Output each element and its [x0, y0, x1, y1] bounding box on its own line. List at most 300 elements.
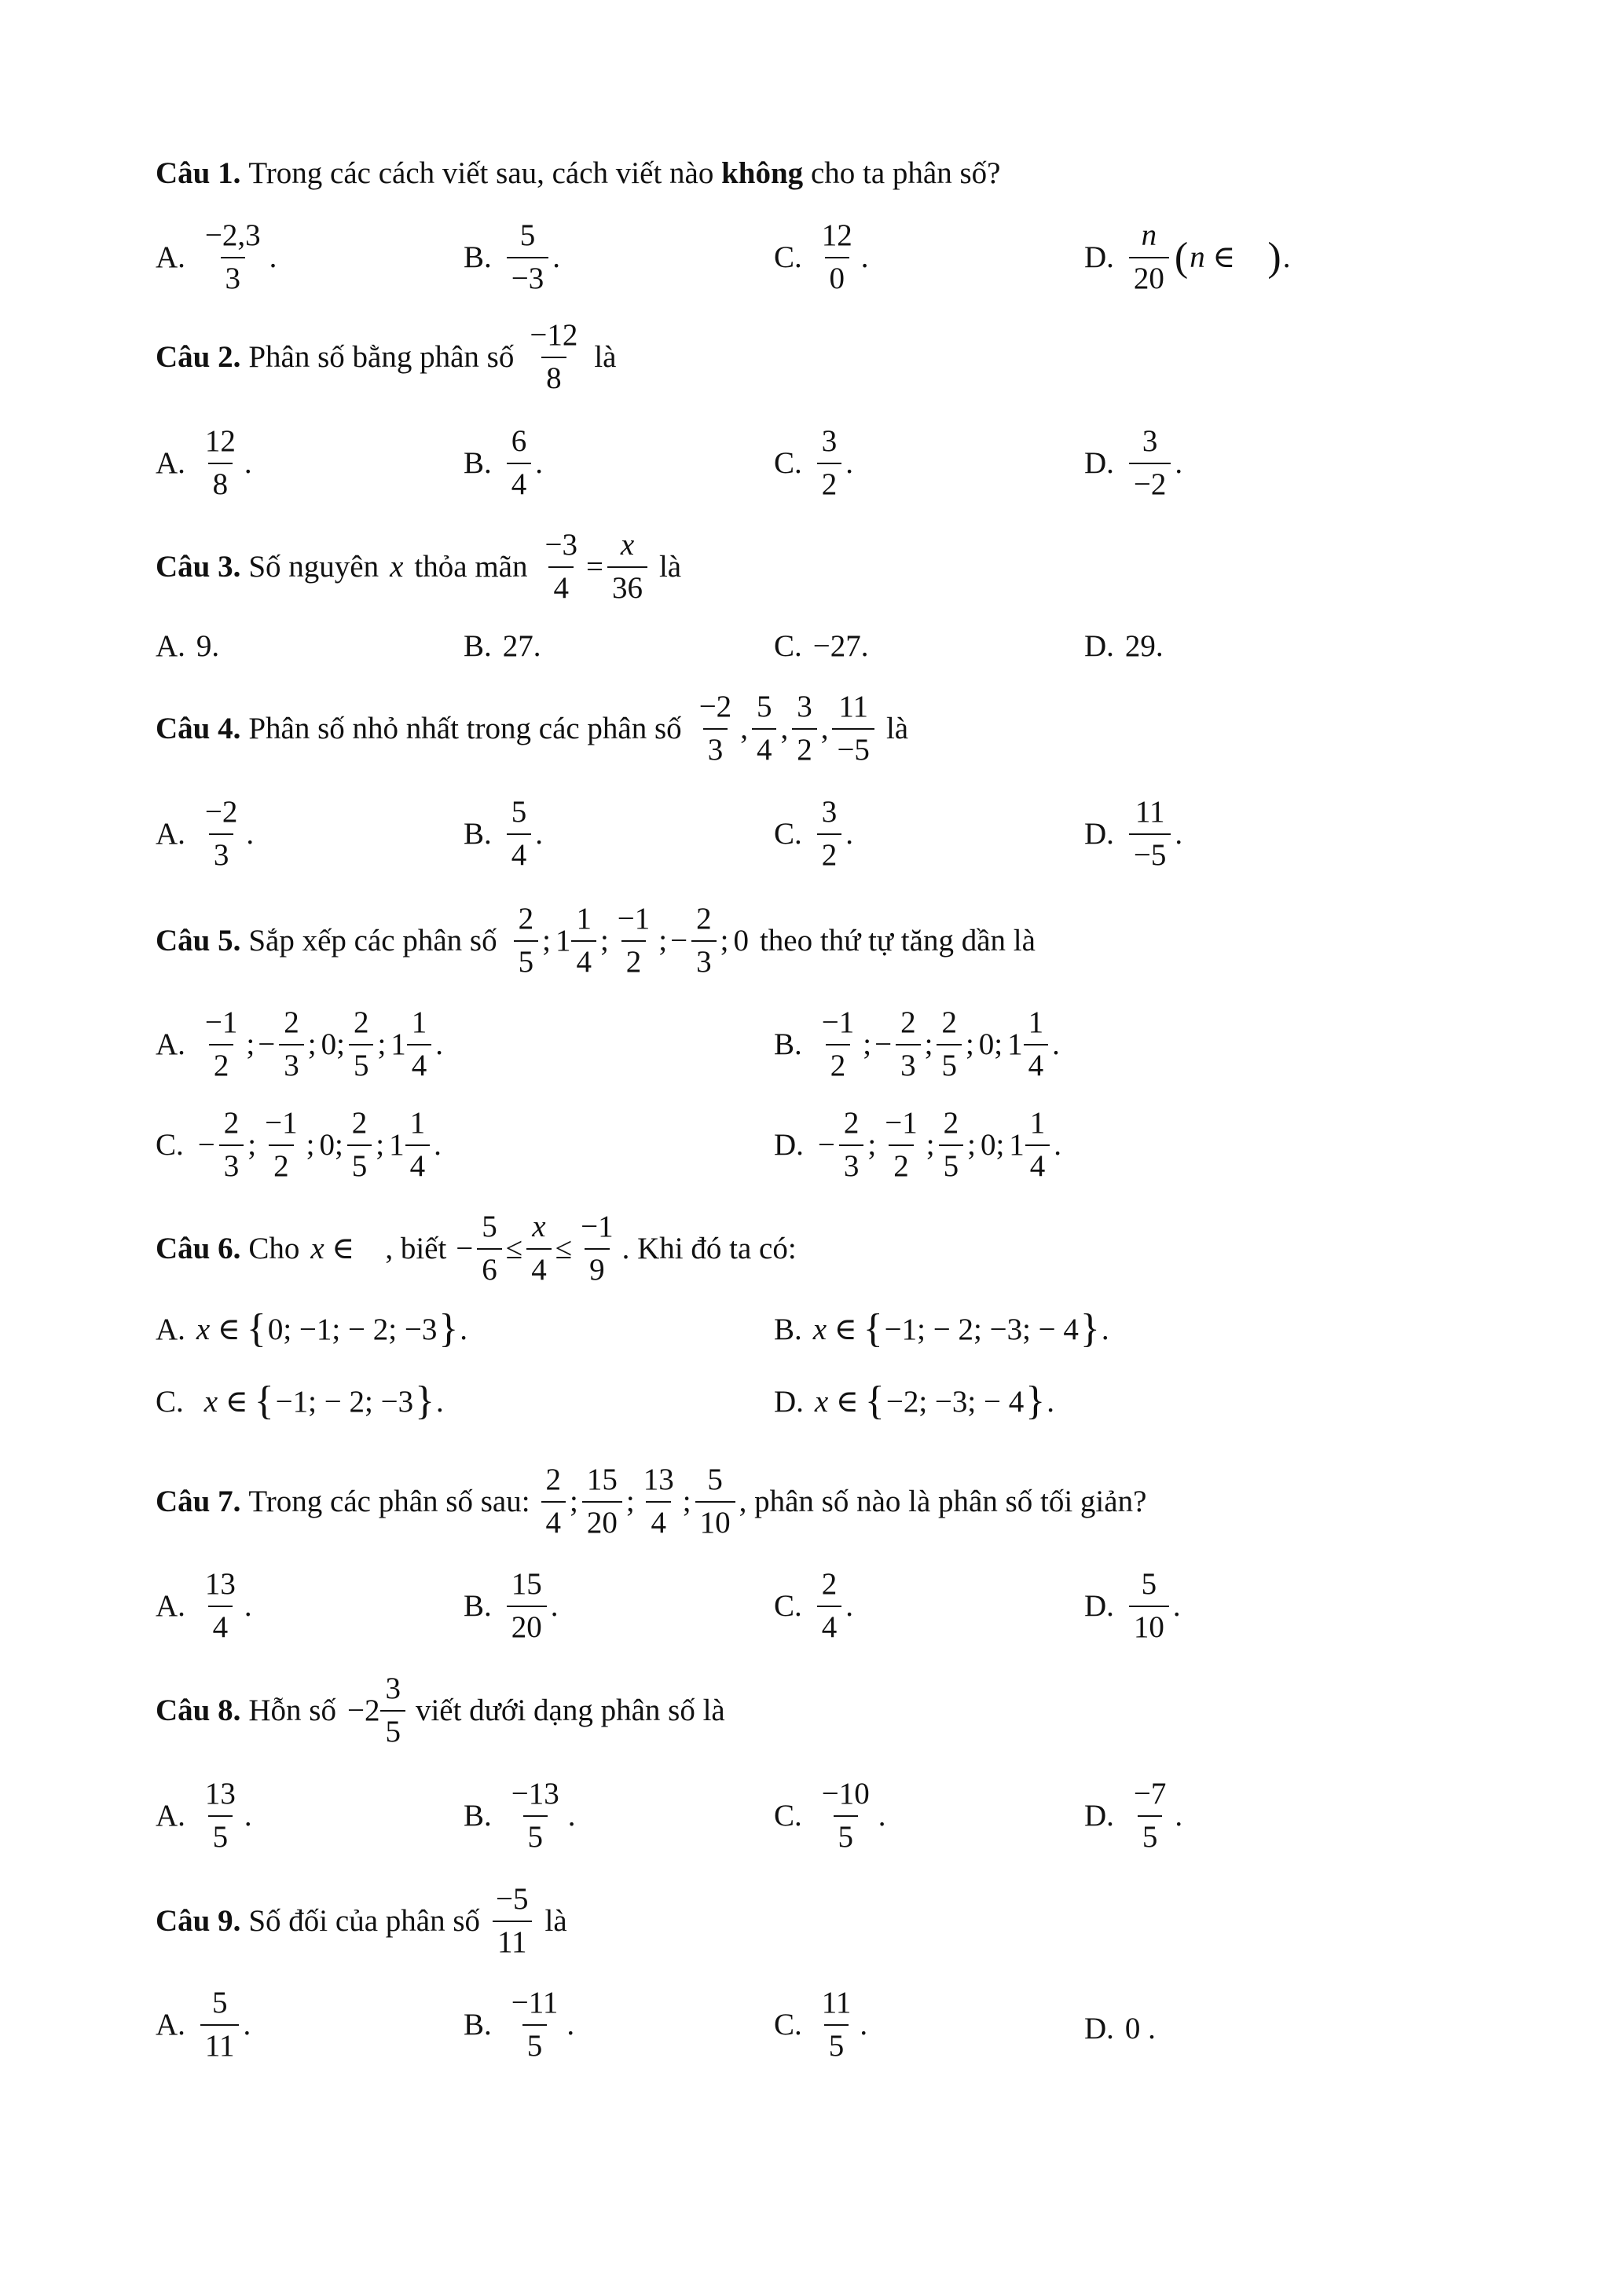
- fraction: [817, 218, 857, 297]
- numerator: 2: [223, 1106, 240, 1140]
- punctuation: .: [1047, 1384, 1054, 1419]
- fraction: [817, 1777, 874, 1855]
- punctuation: .: [1101, 1312, 1109, 1346]
- denominator: 11: [200, 2024, 240, 2064]
- punctuation: .: [535, 817, 544, 851]
- mixed-whole: 1: [390, 1027, 406, 1062]
- punctuation: .: [1052, 1027, 1060, 1062]
- option-d[interactable]: [1084, 1777, 1182, 1855]
- question-text: Trong các phân số sau:: [248, 1485, 530, 1519]
- punctuation: .: [845, 817, 854, 851]
- numerator: −7: [1133, 1777, 1167, 1811]
- option-label: A.: [156, 446, 185, 481]
- question-text: theo thứ tự tăng dần là: [759, 924, 1036, 958]
- le-sign: ≤: [555, 1232, 573, 1266]
- option-label: D.: [1084, 629, 1114, 663]
- fraction: [525, 318, 582, 397]
- fraction: [507, 1777, 564, 1855]
- option-label: B.: [464, 1799, 492, 1833]
- punctuation: .: [1172, 1589, 1181, 1624]
- fraction-sequence: [510, 902, 749, 980]
- denominator: 2: [817, 463, 842, 503]
- option-label: A.: [156, 1027, 185, 1062]
- denominator: 5: [347, 1144, 372, 1185]
- question-number: Câu 1.: [156, 156, 241, 190]
- numerator: −1: [821, 1005, 855, 1039]
- denominator: 4: [817, 1606, 842, 1646]
- numerator: 3: [385, 1672, 401, 1705]
- punctuation: .: [436, 1384, 444, 1419]
- punctuation: .: [860, 240, 869, 275]
- separator: ;: [336, 1027, 345, 1062]
- question-text: Hỗn số: [248, 1694, 336, 1728]
- option-label: D.: [1084, 817, 1114, 851]
- set-prefix: x ∈: [196, 1312, 240, 1346]
- fraction: [477, 1210, 502, 1288]
- question-7: [156, 1463, 1146, 1541]
- numerator: 5: [707, 1463, 723, 1496]
- denominator: −5: [832, 728, 874, 768]
- fraction: [607, 528, 647, 606]
- denominator: 5: [1138, 1815, 1163, 1855]
- fraction: [752, 690, 777, 768]
- fraction: [817, 1567, 842, 1646]
- option-label: C.: [774, 2008, 802, 2042]
- question-text: Phân số nhỏ nhất trong các phân số: [248, 712, 682, 746]
- option-label: B.: [464, 240, 492, 275]
- question-number: Câu 7.: [156, 1485, 241, 1519]
- option-label: D.: [774, 1384, 804, 1419]
- fraction: [200, 424, 240, 503]
- option-b[interactable]: [464, 424, 543, 503]
- option-d[interactable]: [1084, 2011, 1156, 2046]
- option-label: B.: [464, 2008, 492, 2042]
- denominator: 4: [571, 940, 596, 980]
- set-content: 0; −1; − 2; −3: [267, 1312, 438, 1346]
- option-label: C.: [774, 446, 802, 481]
- question-number: Câu 2.: [156, 340, 241, 375]
- option-b[interactable]: [464, 1567, 559, 1646]
- fraction: [507, 795, 532, 873]
- punctuation: .: [1175, 1799, 1183, 1833]
- numerator: −10: [821, 1777, 870, 1811]
- option-d[interactable]: [774, 1381, 1054, 1422]
- option-label: C.: [774, 1799, 802, 1833]
- mixed-whole: 1: [1007, 1027, 1023, 1062]
- option-c[interactable]: [156, 1381, 444, 1422]
- option-d[interactable]: [1084, 795, 1182, 873]
- fraction: [1024, 1005, 1049, 1084]
- minus-sign: −: [258, 1027, 276, 1062]
- denominator: −2: [1129, 463, 1171, 503]
- separator: ;: [924, 1027, 933, 1062]
- paren-open: (: [1174, 234, 1189, 280]
- option-a[interactable]: [156, 424, 252, 503]
- option-c[interactable]: [774, 424, 853, 503]
- numerator: 2: [353, 1005, 369, 1039]
- option-c[interactable]: [774, 218, 869, 297]
- fraction: [380, 1672, 405, 1750]
- punctuation: .: [1054, 1128, 1062, 1163]
- fraction: [200, 1777, 240, 1855]
- denominator: −3: [507, 257, 549, 297]
- numerator: 15: [586, 1463, 618, 1496]
- separator: ;: [863, 1027, 872, 1062]
- denominator: 10: [1129, 1606, 1169, 1646]
- separator: ;: [625, 1485, 635, 1519]
- numerator: 2: [518, 902, 534, 936]
- option-a[interactable]: [156, 1005, 443, 1084]
- numerator: 5: [482, 1210, 497, 1243]
- numerator: 2: [545, 1463, 562, 1496]
- punctuation: .: [243, 2008, 251, 2042]
- fraction: [405, 1106, 431, 1185]
- set-content: −1; − 2; −3: [275, 1384, 414, 1419]
- le-sign: ≤: [505, 1232, 523, 1266]
- numerator: 15: [511, 1567, 542, 1601]
- option-c[interactable]: [156, 1106, 442, 1185]
- punctuation: .: [460, 1312, 468, 1346]
- denominator: 3: [839, 1144, 864, 1185]
- denominator: 3: [221, 257, 246, 297]
- fraction: [407, 1005, 432, 1084]
- separator: ;: [720, 924, 729, 958]
- option-label: A.: [156, 817, 185, 851]
- separator: ;: [994, 1027, 1003, 1062]
- numerator: 2: [696, 902, 712, 936]
- fraction: [507, 1986, 563, 2064]
- question-text: là: [885, 712, 909, 746]
- separator: ;: [307, 1027, 317, 1062]
- denominator: 8: [541, 357, 566, 397]
- denominator: 4: [208, 1606, 233, 1646]
- option-a[interactable]: [156, 1567, 252, 1646]
- separator: ;: [334, 1128, 343, 1163]
- question-text: Số nguyên: [248, 550, 379, 584]
- numerator: −1: [204, 1005, 238, 1039]
- denominator: 3: [279, 1044, 304, 1084]
- option-label: A.: [156, 1799, 185, 1833]
- option-label: C.: [156, 1384, 184, 1419]
- denominator: 20: [582, 1501, 622, 1541]
- punctuation: .: [566, 2008, 575, 2042]
- numerator: 5: [511, 795, 527, 829]
- fraction: [817, 795, 842, 873]
- separator: ;: [570, 1485, 578, 1519]
- denominator: 2: [792, 728, 817, 768]
- question-number: Câu 3.: [156, 550, 241, 584]
- denominator: 4: [507, 833, 532, 873]
- numerator: −5: [496, 1882, 529, 1916]
- fraction: [817, 1986, 856, 2064]
- punctuation: .: [845, 446, 854, 481]
- punctuation: .: [1175, 817, 1183, 851]
- denominator: 11: [493, 1921, 532, 1961]
- denominator: 5: [514, 940, 539, 980]
- option-d[interactable]: [1084, 1567, 1181, 1646]
- numerator: 2: [284, 1005, 299, 1039]
- numerator: −13: [511, 1777, 559, 1811]
- question-text: Trong các cách viết sau, cách viết nào: [248, 156, 722, 190]
- option-c[interactable]: [774, 628, 869, 664]
- numerator: −11: [511, 1986, 559, 2020]
- option-b[interactable]: [774, 1005, 1060, 1084]
- fraction: [937, 1005, 962, 1084]
- option-label: D.: [1084, 240, 1114, 275]
- fraction: [582, 1463, 622, 1541]
- denominator: 5: [939, 1144, 964, 1185]
- denominator: 10: [695, 1501, 735, 1541]
- denominator: −5: [1129, 833, 1171, 873]
- fraction: [1025, 1106, 1050, 1185]
- question-text: . Khi đó ta có:: [621, 1232, 797, 1266]
- denominator: 4: [407, 1044, 432, 1084]
- separator: ;: [377, 1027, 387, 1062]
- fraction: [896, 1005, 921, 1084]
- separator: ;: [926, 1128, 935, 1163]
- question-9: [156, 1882, 567, 1961]
- option-c[interactable]: [774, 795, 853, 873]
- option-label: B.: [464, 817, 492, 851]
- question-3: [156, 528, 681, 606]
- fraction: [507, 218, 549, 297]
- fraction: [571, 902, 596, 980]
- brace-close: }: [1025, 1379, 1046, 1423]
- question-text: là: [594, 340, 617, 375]
- fraction: [279, 1005, 304, 1084]
- fraction: [507, 424, 532, 503]
- question-6: [156, 1210, 797, 1288]
- brace-open: {: [864, 1379, 885, 1423]
- denominator: 5: [834, 1815, 859, 1855]
- brace-close: }: [438, 1306, 459, 1351]
- punctuation: .: [860, 2008, 868, 2042]
- option-b[interactable]: [464, 1777, 576, 1855]
- question-text: thỏa mãn: [414, 550, 528, 584]
- separator: ;: [867, 1128, 877, 1163]
- set-prefix: x ∈: [812, 1312, 857, 1346]
- option-c[interactable]: [774, 1567, 853, 1646]
- question-text-bold: không: [721, 156, 804, 190]
- zero: 0: [733, 924, 749, 958]
- fraction: [817, 1005, 860, 1084]
- fraction: [200, 1567, 240, 1646]
- fraction: [200, 218, 266, 297]
- fraction: [691, 902, 717, 980]
- numerator: 3: [1142, 424, 1158, 458]
- denominator: 3: [896, 1044, 921, 1084]
- numerator: −1: [581, 1210, 614, 1243]
- question-text: cho ta phân số?: [803, 156, 1001, 190]
- option-label: A.: [156, 629, 185, 663]
- option-label: B.: [464, 1589, 492, 1624]
- question-1: [156, 156, 1000, 191]
- numerator: 13: [643, 1463, 674, 1496]
- condition: n ∈: [1190, 240, 1236, 275]
- variable-x: x: [390, 550, 404, 584]
- punctuation: .: [567, 1799, 576, 1833]
- fraction: [349, 1005, 374, 1084]
- option-a[interactable]: [156, 1986, 251, 2064]
- fraction: [200, 795, 243, 873]
- numerator: 2: [943, 1106, 959, 1140]
- option-a[interactable]: [156, 1777, 252, 1855]
- option-d[interactable]: [774, 1106, 1061, 1185]
- numerator: −3: [544, 528, 577, 562]
- fraction: [792, 690, 817, 768]
- denominator: 2: [621, 940, 647, 980]
- option-label: D.: [1084, 1799, 1114, 1833]
- denominator: 2: [817, 833, 842, 873]
- punctuation: .: [244, 1589, 252, 1624]
- option-d[interactable]: [1084, 218, 1290, 297]
- numerator: 2: [941, 1005, 957, 1039]
- question-text: Phân số bằng phân số: [248, 340, 515, 375]
- fraction: [526, 1210, 552, 1288]
- option-a[interactable]: [156, 795, 254, 873]
- brace-open: {: [863, 1306, 883, 1351]
- numerator: −2: [204, 795, 238, 829]
- option-text: 0 .: [1124, 2012, 1156, 2045]
- fraction: [1129, 424, 1171, 503]
- question-number: Câu 4.: [156, 712, 241, 746]
- punctuation: .: [1282, 240, 1291, 275]
- fraction: [576, 1210, 618, 1288]
- numerator: 5: [1141, 1567, 1157, 1601]
- denominator: 4: [1025, 1144, 1050, 1185]
- option-text: 9.: [196, 629, 220, 663]
- option-label: A.: [156, 1589, 185, 1624]
- punctuation: .: [434, 1128, 442, 1163]
- brace-close: }: [415, 1379, 435, 1423]
- option-b[interactable]: [464, 218, 560, 297]
- separator: ,: [820, 712, 829, 746]
- denominator: 5: [824, 2024, 849, 2064]
- separator: ;: [682, 1485, 691, 1519]
- set-content: −2; −3; − 4: [885, 1384, 1025, 1419]
- numerator: −1: [885, 1106, 918, 1140]
- option-label: A.: [156, 1312, 185, 1346]
- fraction: [491, 1882, 533, 1961]
- fraction: [1129, 1777, 1171, 1855]
- numerator: 1: [409, 1106, 426, 1140]
- mixed-whole: 1: [555, 924, 571, 958]
- option-b[interactable]: [464, 795, 543, 873]
- mixed-whole: 1: [1009, 1128, 1025, 1163]
- denominator: 5: [937, 1044, 962, 1084]
- denominator: 5: [523, 1815, 548, 1855]
- numerator: 3: [821, 795, 838, 829]
- question-text: Cho: [248, 1232, 300, 1266]
- option-d[interactable]: [1084, 424, 1182, 503]
- option-c[interactable]: [774, 1986, 867, 2064]
- option-a[interactable]: [156, 628, 219, 664]
- fraction: [817, 424, 842, 503]
- separator: ;: [965, 1027, 974, 1062]
- option-a[interactable]: [156, 218, 277, 297]
- mixed-whole: 1: [389, 1128, 405, 1163]
- fraction: [1129, 218, 1169, 297]
- set-prefix: x ∈: [814, 1384, 859, 1419]
- numerator: 12: [821, 218, 852, 252]
- question-text: viết dưới dạng phân số là: [415, 1694, 725, 1728]
- option-d[interactable]: [1084, 628, 1164, 664]
- brace-open: {: [254, 1379, 274, 1423]
- denominator: 8: [208, 463, 233, 503]
- denominator: 5: [522, 2024, 548, 2064]
- separator: ;: [995, 1128, 1005, 1163]
- option-a[interactable]: [156, 1306, 468, 1351]
- denominator: 20: [1129, 257, 1169, 297]
- numerator: 2: [900, 1005, 916, 1039]
- condition: x ∈: [310, 1232, 355, 1266]
- question-number: Câu 5.: [156, 924, 241, 958]
- separator: ,: [740, 712, 748, 746]
- option-b[interactable]: [774, 1306, 1109, 1351]
- option-label: D.: [1084, 446, 1114, 481]
- denominator: 2: [826, 1044, 851, 1084]
- numerator: 11: [1135, 795, 1165, 829]
- option-label: C.: [156, 1128, 184, 1163]
- separator: ;: [246, 1027, 255, 1062]
- numerator: 12: [204, 424, 236, 458]
- option-b[interactable]: [464, 628, 541, 664]
- fraction: [880, 1106, 922, 1185]
- numerator: 5: [519, 218, 536, 252]
- punctuation: .: [535, 446, 544, 481]
- fraction: [541, 1463, 566, 1541]
- option-label: C.: [774, 240, 802, 275]
- fraction: [219, 1106, 244, 1185]
- option-label: C.: [774, 1589, 802, 1624]
- numerator: x: [532, 1210, 546, 1243]
- option-label: B.: [774, 1027, 802, 1062]
- option-c[interactable]: [774, 1777, 886, 1855]
- punctuation: .: [1175, 446, 1183, 481]
- option-label: A.: [156, 240, 185, 275]
- numerator: 11: [838, 690, 868, 723]
- option-b[interactable]: [464, 1986, 574, 2064]
- brace-open: {: [246, 1306, 266, 1351]
- option-label: C.: [774, 629, 802, 663]
- zero: 0: [980, 1128, 996, 1163]
- question-text: , phân số nào là phân số tối giản?: [739, 1485, 1147, 1519]
- fraction: [832, 690, 874, 768]
- minus-sign: −: [197, 1128, 215, 1163]
- numerator: −12: [530, 318, 578, 352]
- separator: ;: [599, 924, 609, 958]
- option-text: 29.: [1124, 629, 1164, 663]
- numerator: x: [620, 528, 635, 562]
- brace-close: }: [1080, 1306, 1100, 1351]
- numerator: −1: [617, 902, 651, 936]
- denominator: 4: [541, 1501, 566, 1541]
- separator: ;: [542, 924, 551, 958]
- numerator: n: [1141, 218, 1157, 252]
- denominator: 5: [380, 1710, 405, 1750]
- denominator: 5: [349, 1044, 374, 1084]
- denominator: 4: [1024, 1044, 1049, 1084]
- question-text: Số đối của phân số: [248, 1904, 480, 1939]
- punctuation: .: [552, 240, 561, 275]
- fraction: [613, 902, 655, 980]
- set-content: −1; − 2; −3; − 4: [884, 1312, 1079, 1346]
- question-number: Câu 9.: [156, 1904, 241, 1939]
- denominator: 3: [209, 833, 234, 873]
- minus-sign: −: [874, 1027, 893, 1062]
- option-text: 27.: [502, 629, 541, 663]
- numerator: 5: [211, 1986, 228, 2020]
